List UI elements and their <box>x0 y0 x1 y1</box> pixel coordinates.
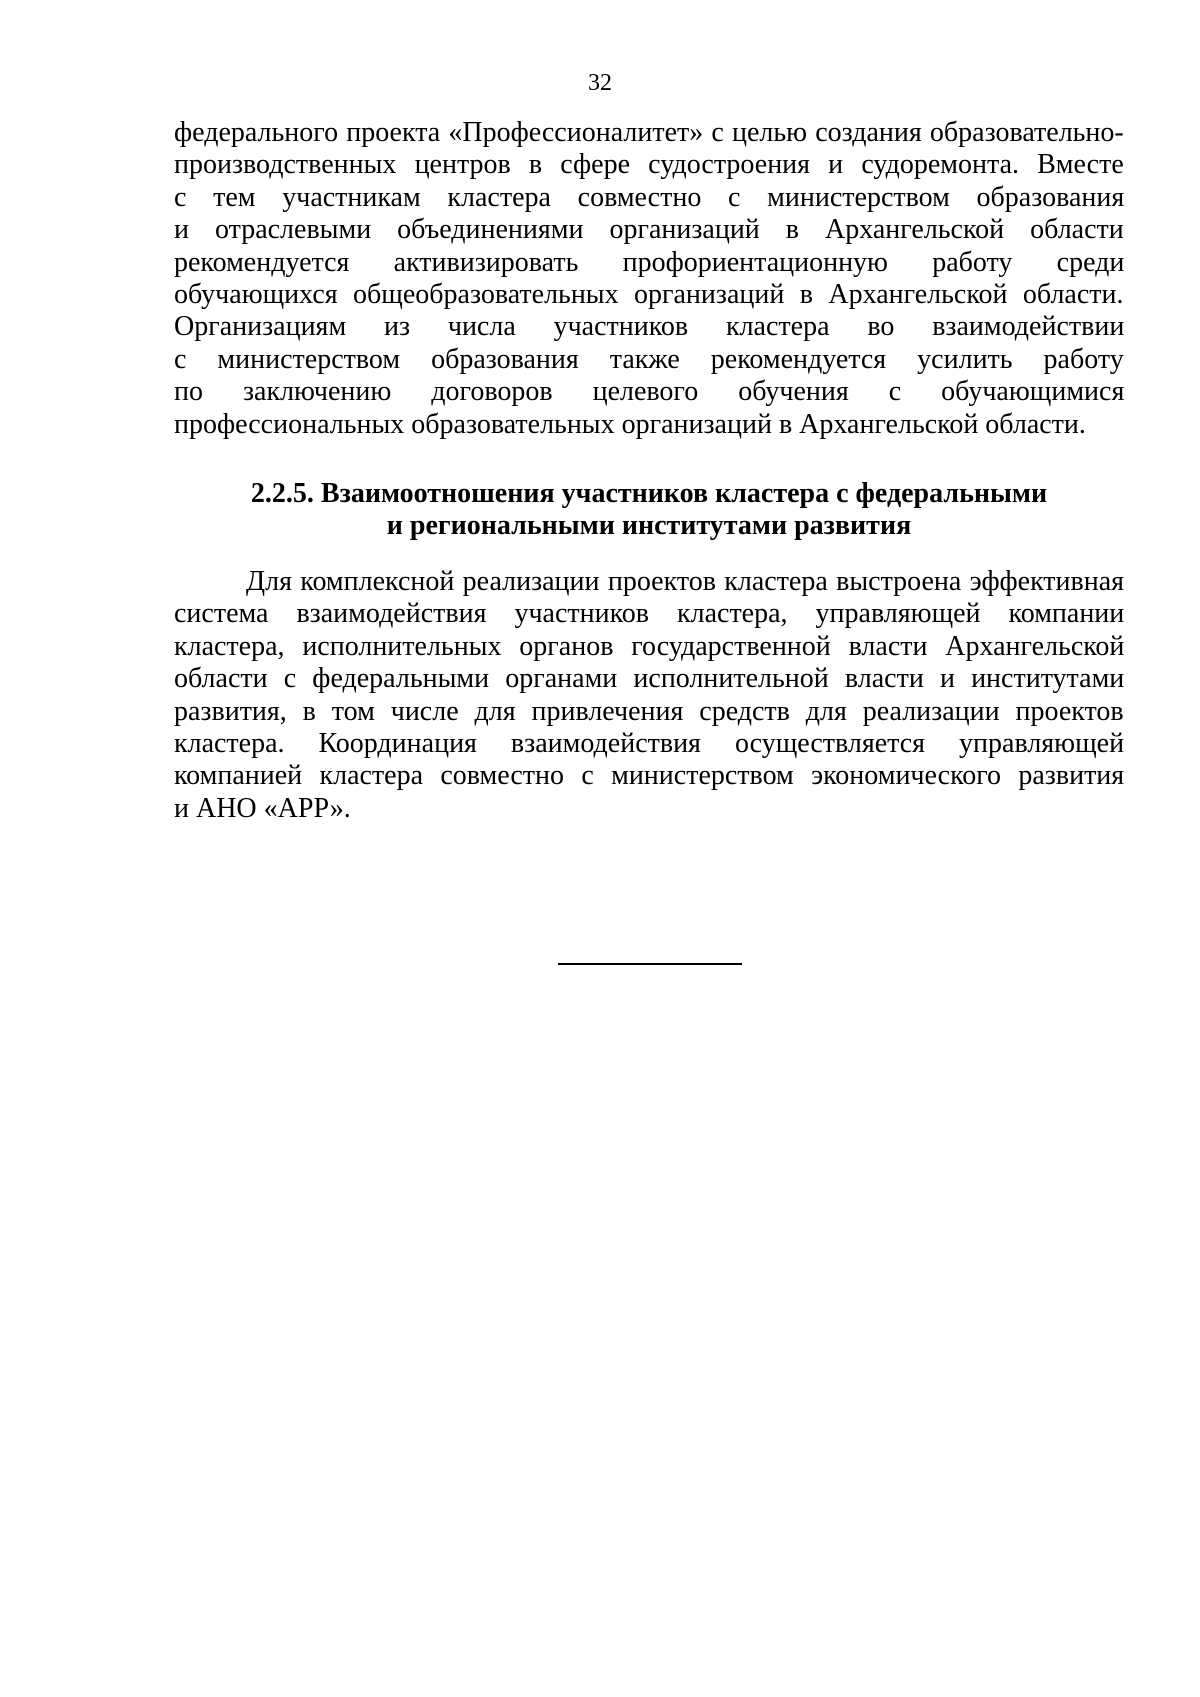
paragraph-line: компанией кластера совместно с министерством экономического развития <box>174 760 1125 792</box>
paragraph-line: система взаимодействия участников кластера, управляющей компании <box>174 598 1125 630</box>
section-heading <box>174 478 1124 542</box>
paragraph-line: кластера. Координация взаимодействия осуществляется управляющей <box>174 728 1125 760</box>
page-number: 32 <box>588 70 612 96</box>
paragraph-line: федерального проекта «Профессионалитет» с целью создания образовательно- <box>174 117 1124 148</box>
section-heading-line: 2.2.5. Взаимоотношения участников кластера с федеральными <box>250 478 1048 509</box>
paragraph-line: развития, в том числе для привлечения средств для реализации проектов <box>174 695 1124 727</box>
paragraph-line: и АНО «АРР». <box>174 792 351 824</box>
paragraph-line: и отраслевыми объединениями организаций в Архангельской области <box>174 214 1124 246</box>
paragraph-line: обучающихся общеобразовательных организаций в Архангельской области. <box>174 279 1124 311</box>
section-heading-line: и региональными институтами развития <box>386 510 912 541</box>
end-of-document-rule <box>558 963 742 965</box>
paragraph-line: производственных центров в сфере судостроения и судоремонта. Вместе <box>174 149 1124 181</box>
paragraph-professionalitet <box>174 117 1124 441</box>
paragraph-line: с министерством образования также рекомендуется усилить работу <box>174 343 1124 375</box>
paragraph-line: рекомендуется активизировать профориентационную работу среди <box>174 246 1125 278</box>
paragraph-line: по заключению договоров целевого обучения с обучающимися <box>174 376 1125 408</box>
paragraph-line: профессиональных образовательных организаций в Архангельской области. <box>174 408 1086 440</box>
paragraph-line: Организациям из числа участников кластера во взаимодействии <box>174 311 1125 343</box>
paragraph-line: кластера, исполнительных органов государственной власти Архангельской <box>174 630 1125 662</box>
paragraph-line: области с федеральными органами исполнительной власти и институтами <box>174 663 1125 695</box>
paragraph-interaction-system <box>174 566 1124 825</box>
paragraph-line: Для комплексной реализации проектов кластера выстроена эффективная <box>246 566 1125 597</box>
paragraph-line: с тем участникам кластера совместно с министерством образования <box>174 181 1125 213</box>
